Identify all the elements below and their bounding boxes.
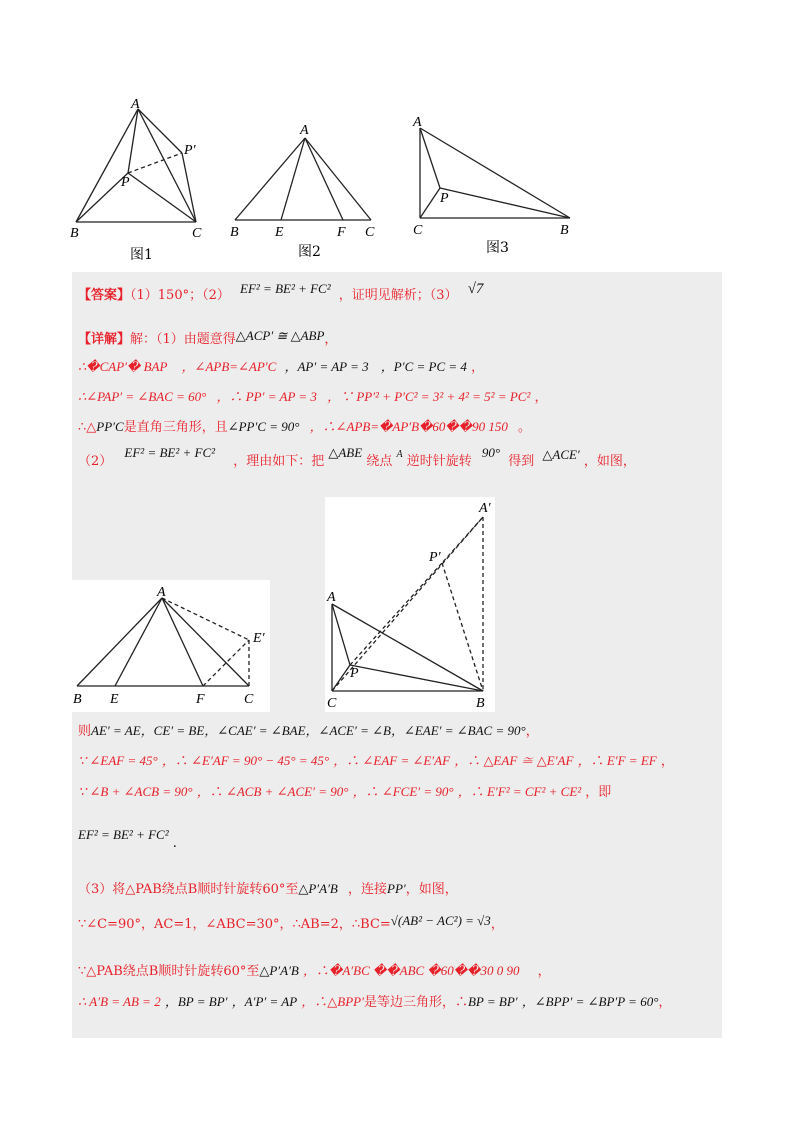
point-a: A [396, 449, 403, 460]
proof-row-4 [78, 826, 177, 851]
part3-angle-result: ，∴�A′BC ��ABC �60��30 0 90 [303, 963, 520, 978]
figure-4 [72, 580, 270, 712]
figure-2-drawing [228, 120, 388, 270]
part3-row-2 [78, 915, 504, 934]
label-B: B [230, 225, 239, 240]
label-F: F [196, 692, 205, 707]
label-C: C [192, 226, 202, 241]
label-A: A [413, 115, 422, 130]
label-P: P [440, 191, 449, 206]
label-B: B [70, 226, 79, 241]
label-A: A [131, 97, 140, 112]
label-C: C [365, 225, 375, 240]
proof-equalities: AE′ = AE，CE′ = BE，∠CAE′ = ∠BAE，∠ACE′ = ∠B，∠EAE′ = ∠BAC = 90° [91, 723, 526, 738]
label-A: A [157, 585, 166, 600]
figure-1-drawing [70, 95, 220, 270]
step-right-triangle: 是直角三角形，且 [123, 420, 228, 435]
proof-e-prime-af: ，∴ ∠E′AF = 90° − 45° = 45° [161, 753, 330, 768]
proof-congruent: ，∴ △EAF ≅ △E′AF [454, 753, 574, 768]
label-C: C [327, 696, 337, 711]
proof-row-1 [78, 722, 539, 741]
proof-then: 则 [78, 724, 92, 739]
part3-triangle-bpp: ，∴△BPP′ [301, 994, 364, 1009]
part3-connect: ，连接 [348, 882, 388, 897]
proof-ef-equal: ，∴ E′F = EF [577, 753, 657, 768]
step-angle-result: ，∴∠APB=�AP′B�60��90 150 [309, 419, 508, 434]
part3-row-3 [78, 962, 551, 981]
label-P: P [121, 175, 130, 190]
step-angle-ppc: ∠PP′C = 90° [227, 419, 300, 434]
part3-bc-value: √(AB² − AC²) = √3 [390, 913, 491, 928]
step-comma: ， [534, 390, 548, 405]
answer-line [78, 281, 484, 305]
proof-comma: ， [525, 724, 539, 739]
part3-as-shown: ，如图， [405, 882, 458, 897]
part3-rotate: （3）将△PAB绕点B顺时针旋转60°至 [78, 882, 299, 897]
label-F: F [337, 225, 346, 240]
part3-comma: ， [658, 995, 672, 1010]
step-ppc: PP′C [96, 419, 124, 434]
label-A: A [300, 123, 309, 138]
figure-2 [228, 120, 388, 270]
detail-tag: 【详解】 [78, 332, 131, 347]
part3-ap: ，A′P′ = AP [231, 994, 298, 1009]
part-2-equation: EF² = BE² + FC² [124, 445, 216, 460]
part3-since-rotate: ∵△PAB绕点B顺时针旋转60°至 [78, 964, 260, 979]
figure-5-drawing [325, 497, 495, 712]
proof-b-acb: ∵ ∠B + ∠ACB = 90° [78, 784, 193, 799]
part-2-label: （2） [78, 454, 113, 469]
label-P-prime: P′ [429, 550, 441, 565]
part3-pp: PP′ [387, 881, 406, 896]
step-pc: ，P′C = PC = 4 [380, 359, 467, 374]
triangle-ace: △ACE′ [542, 447, 580, 462]
figure-1 [70, 95, 220, 270]
answer-equation: EF² = BE² + FC² [240, 281, 331, 296]
label-E: E [110, 692, 119, 707]
label-B: B [476, 696, 485, 711]
step-angle-apb: ，∠APB=∠AP′C [181, 359, 277, 374]
label-B: B [560, 223, 569, 238]
detail-line-4 [78, 418, 531, 437]
detail-line-1 [78, 330, 337, 349]
figure-4-drawing [72, 580, 270, 712]
answer-tag: 【答案】 [78, 288, 131, 303]
as-shown: ，如图， [583, 454, 636, 469]
step-triangle: ∴△ [78, 420, 97, 435]
rotate-ccw: 逆时针旋转 [406, 454, 472, 469]
proof-eaf: ∵ ∠EAF = 45° [78, 753, 158, 768]
figure-2-caption: 图2 [298, 244, 321, 260]
obtain: 得到 [508, 454, 535, 469]
label-B: B [73, 692, 82, 707]
answer-part-1: （1）150°；（2） [130, 288, 230, 303]
step-pythagoras: ，∵ PP′² + P′C² = 3² + 4² = 5² = PC² [327, 389, 531, 404]
label-A-prime: A′ [479, 501, 491, 516]
detail-line-5 [78, 445, 636, 472]
figure-3 [408, 110, 583, 270]
detail-comma: ， [324, 332, 338, 347]
proof-row-2 [78, 752, 674, 771]
detail-congruence: △ACP′ ≅ △ABP [235, 328, 325, 343]
part3-comma: ， [490, 917, 504, 932]
step-pp: ，∴ PP′ = AP = 3 [216, 389, 317, 404]
step-ap: ，AP′ = AP = 3 [284, 359, 369, 374]
detail-text: 解：（1）由题意得 [130, 332, 236, 347]
detail-line-2 [78, 358, 484, 377]
part3-row-1 [78, 880, 458, 899]
label-A: A [327, 590, 336, 605]
label-P: P [350, 666, 359, 681]
angle-90: 90° [481, 445, 501, 460]
part-2-reason: ，理由如下：把 [233, 454, 325, 469]
part3-equilateral: 是等边三角形，∴ [363, 995, 468, 1010]
label-E-prime: E′ [253, 631, 265, 646]
part3-bp: ，BP = BP′ [164, 994, 228, 1009]
proof-conclusion: EF² = BE² + FC² [78, 827, 169, 842]
proof-comma: ， [660, 754, 674, 769]
part3-triangle: △P′A′B [259, 963, 299, 978]
label-C: C [244, 692, 254, 707]
proof-acb-ace: ，∴ ∠ACB + ∠ACE′ = 90° [196, 784, 349, 799]
step-angle-cap: ∴�CAP′� BAP [78, 359, 168, 374]
part3-angles: ，∠BPP′ = ∠BP′P = 60° [521, 994, 659, 1009]
proof-period: . [172, 836, 177, 851]
label-E: E [275, 225, 284, 240]
proof-pythag: ，∴ E′F² = CF² + CE² [457, 784, 582, 799]
triangle-abe: △ABE [328, 445, 363, 460]
figure-3-drawing [408, 110, 583, 270]
step-comma: ， [471, 360, 485, 375]
figure-3-caption: 图3 [486, 240, 509, 256]
proof-namely: ，即 [585, 785, 612, 800]
answer-sqrt: √7 [467, 281, 484, 297]
step-angle-pap: ∴∠PAP′ = ∠BAC = 60° [78, 389, 207, 404]
part3-ab: ∴ A′B = AB = 2 [78, 994, 161, 1009]
detail-line-3 [78, 388, 548, 407]
part3-givens: ∵∠C=90°，AC=1，∠ABC=30°，∴AB=2，∴BC= [78, 917, 391, 932]
figure-1-caption: 图1 [130, 247, 153, 263]
figure-5 [325, 497, 495, 712]
part3-comma: ， [537, 964, 551, 979]
answer-part-2: ，证明见解析；（3） [338, 288, 458, 303]
around-point: 绕点 [366, 454, 393, 469]
part3-triangle: △P′A′B [298, 881, 338, 896]
part3-bp2: BP = BP′ [467, 994, 518, 1009]
proof-fce: ，∴ ∠FCE′ = 90° [352, 784, 454, 799]
label-P-prime: P′ [184, 143, 196, 158]
proof-row-3 [78, 783, 611, 802]
step-period: 。 [517, 420, 531, 435]
part3-row-4 [78, 993, 671, 1012]
label-C: C [413, 223, 423, 238]
proof-angle-equal: ，∴ ∠EAF = ∠E′AF [333, 753, 451, 768]
